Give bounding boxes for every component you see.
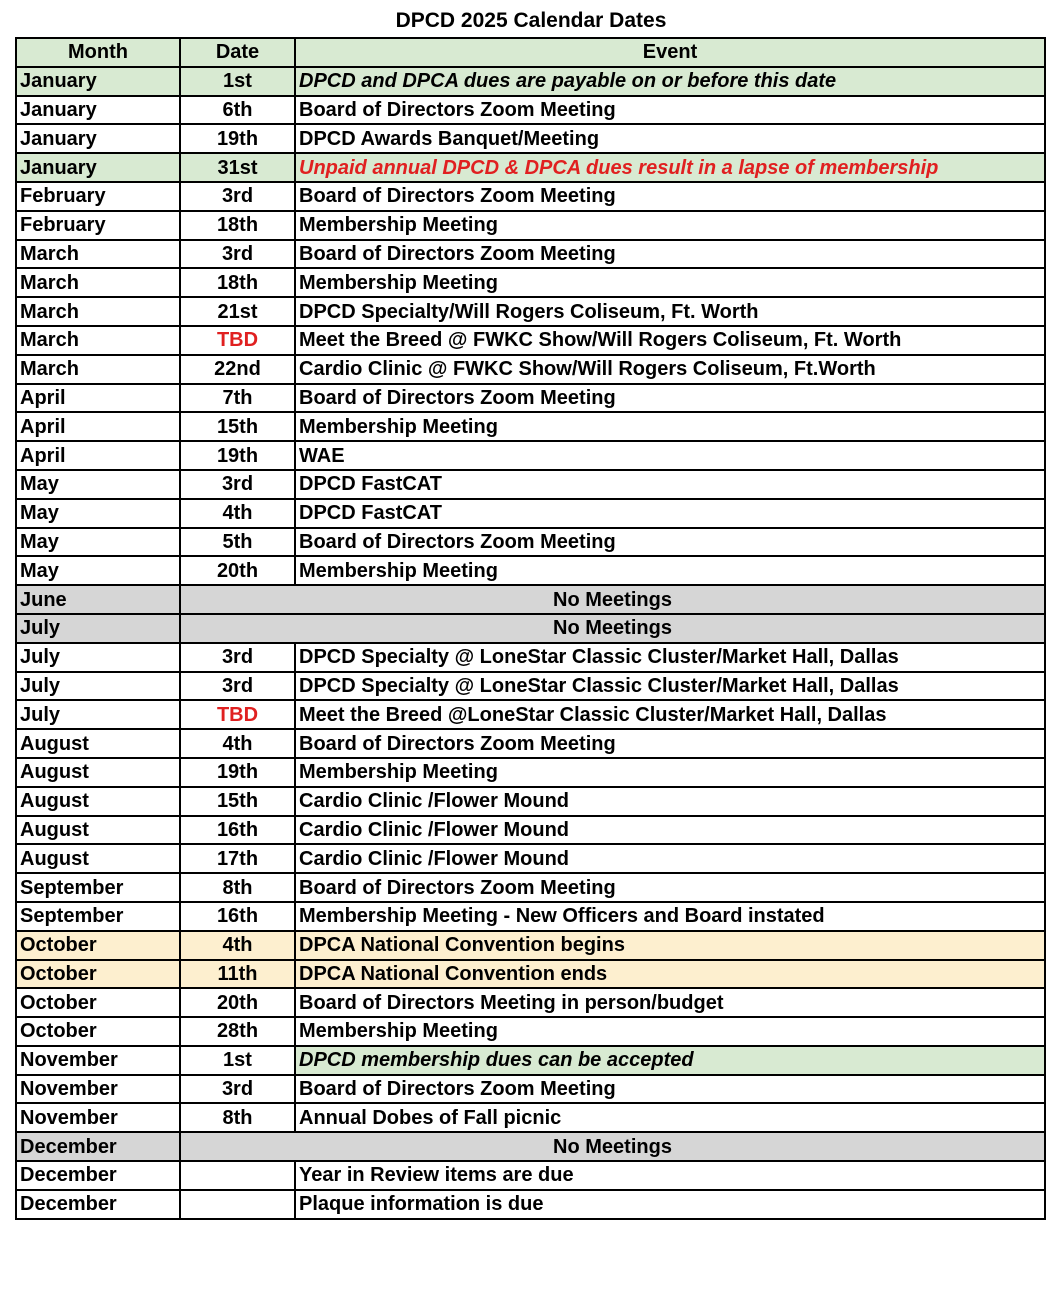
month-cell: August: [16, 758, 180, 787]
calendar-table: [15, 37, 1046, 1220]
table-row: [16, 499, 1045, 528]
date-cell: [180, 1190, 295, 1219]
month-cell: August: [16, 787, 180, 816]
table-row: [16, 1075, 1045, 1104]
event-cell: Membership Meeting: [295, 758, 1045, 787]
table-row: [16, 960, 1045, 989]
event-cell: Membership Meeting: [295, 1017, 1045, 1046]
event-cell: Meet the Breed @LoneStar Classic Cluster/Market Hall, Dallas: [295, 700, 1045, 729]
month-cell: August: [16, 844, 180, 873]
event-cell: DPCD FastCAT: [295, 499, 1045, 528]
table-row: [16, 1161, 1045, 1190]
table-row: [16, 816, 1045, 845]
table-row: [16, 1190, 1045, 1219]
table-row: [16, 787, 1045, 816]
event-cell: Membership Meeting - New Officers and Board instated: [295, 902, 1045, 931]
month-cell: June: [16, 585, 180, 614]
month-cell: April: [16, 384, 180, 413]
table-row: [16, 988, 1045, 1017]
event-cell: Membership Meeting: [295, 556, 1045, 585]
month-cell: March: [16, 240, 180, 269]
date-cell: 4th: [180, 499, 295, 528]
table-row: [16, 124, 1045, 153]
month-cell: January: [16, 96, 180, 125]
date-cell: 19th: [180, 758, 295, 787]
date-cell: 15th: [180, 787, 295, 816]
event-header: Event: [295, 38, 1045, 67]
event-cell: Board of Directors Meeting in person/budget: [295, 988, 1045, 1017]
date-cell: TBD: [180, 326, 295, 355]
date-cell: 16th: [180, 816, 295, 845]
date-cell: 4th: [180, 931, 295, 960]
date-cell: 3rd: [180, 643, 295, 672]
table-row: [16, 384, 1045, 413]
event-cell: Cardio Clinic @ FWKC Show/Will Rogers Coliseum, Ft.Worth: [295, 355, 1045, 384]
table-row: [16, 556, 1045, 585]
date-cell: 22nd: [180, 355, 295, 384]
table-row: [16, 470, 1045, 499]
event-cell: DPCA National Convention ends: [295, 960, 1045, 989]
month-cell: July: [16, 672, 180, 701]
date-cell: [180, 1161, 295, 1190]
event-cell: Board of Directors Zoom Meeting: [295, 729, 1045, 758]
event-cell: Board of Directors Zoom Meeting: [295, 240, 1045, 269]
table-row: [16, 1017, 1045, 1046]
table-row: [16, 240, 1045, 269]
event-cell: Unpaid annual DPCD & DPCA dues result in a lapse of membership: [295, 153, 1045, 182]
month-cell: March: [16, 355, 180, 384]
date-cell: 18th: [180, 211, 295, 240]
month-header: Month: [16, 38, 180, 67]
month-cell: October: [16, 960, 180, 989]
date-cell: 31st: [180, 153, 295, 182]
date-cell: 1st: [180, 1046, 295, 1075]
table-row: [16, 326, 1045, 355]
event-cell: Board of Directors Zoom Meeting: [295, 384, 1045, 413]
month-cell: September: [16, 902, 180, 931]
month-cell: November: [16, 1075, 180, 1104]
month-cell: September: [16, 873, 180, 902]
date-cell: 4th: [180, 729, 295, 758]
date-cell: 19th: [180, 124, 295, 153]
date-cell: 18th: [180, 268, 295, 297]
date-cell: 20th: [180, 988, 295, 1017]
table-row: [16, 873, 1045, 902]
event-cell: Board of Directors Zoom Meeting: [295, 873, 1045, 902]
event-cell: DPCA National Convention begins: [295, 931, 1045, 960]
table-row: [16, 729, 1045, 758]
month-cell: January: [16, 67, 180, 96]
table-row: [16, 844, 1045, 873]
month-cell: April: [16, 412, 180, 441]
month-cell: May: [16, 528, 180, 557]
event-cell: Board of Directors Zoom Meeting: [295, 182, 1045, 211]
date-cell: 8th: [180, 873, 295, 902]
event-cell: Cardio Clinic /Flower Mound: [295, 787, 1045, 816]
event-cell: Board of Directors Zoom Meeting: [295, 1075, 1045, 1104]
header-row: [16, 38, 1045, 67]
event-cell: DPCD and DPCA dues are payable on or before this date: [295, 67, 1045, 96]
event-cell: DPCD Specialty @ LoneStar Classic Cluster/Market Hall, Dallas: [295, 672, 1045, 701]
month-cell: July: [16, 614, 180, 643]
event-cell: DPCD FastCAT: [295, 470, 1045, 499]
date-cell: 19th: [180, 441, 295, 470]
date-cell: 7th: [180, 384, 295, 413]
month-cell: December: [16, 1190, 180, 1219]
month-cell: March: [16, 326, 180, 355]
event-cell: Membership Meeting: [295, 211, 1045, 240]
month-cell: January: [16, 124, 180, 153]
date-cell: 16th: [180, 902, 295, 931]
date-cell: TBD: [180, 700, 295, 729]
table-row: [16, 153, 1045, 182]
event-cell: Board of Directors Zoom Meeting: [295, 96, 1045, 125]
month-cell: October: [16, 1017, 180, 1046]
table-row: [16, 67, 1045, 96]
date-cell: 11th: [180, 960, 295, 989]
table-row: [16, 528, 1045, 557]
event-cell: DPCD membership dues can be accepted: [295, 1046, 1045, 1075]
date-header: Date: [180, 38, 295, 67]
month-cell: November: [16, 1046, 180, 1075]
table-row: [16, 643, 1045, 672]
date-cell: 20th: [180, 556, 295, 585]
table-row: [16, 614, 1045, 643]
month-cell: July: [16, 700, 180, 729]
month-cell: May: [16, 499, 180, 528]
table-row: [16, 182, 1045, 211]
event-cell: Annual Dobes of Fall picnic: [295, 1103, 1045, 1132]
table-row: [16, 902, 1045, 931]
month-cell: August: [16, 729, 180, 758]
date-cell: 6th: [180, 96, 295, 125]
calendar-rows: [16, 67, 1045, 1219]
month-cell: February: [16, 182, 180, 211]
no-meetings-cell: No Meetings: [180, 614, 1045, 643]
event-cell: Membership Meeting: [295, 412, 1045, 441]
table-row: [16, 268, 1045, 297]
event-cell: DPCD Awards Banquet/Meeting: [295, 124, 1045, 153]
table-row: [16, 441, 1045, 470]
month-cell: December: [16, 1161, 180, 1190]
month-cell: May: [16, 556, 180, 585]
event-cell: Cardio Clinic /Flower Mound: [295, 844, 1045, 873]
month-cell: January: [16, 153, 180, 182]
month-cell: November: [16, 1103, 180, 1132]
no-meetings-cell: No Meetings: [180, 1132, 1045, 1161]
month-cell: December: [16, 1132, 180, 1161]
table-row: [16, 672, 1045, 701]
date-cell: 5th: [180, 528, 295, 557]
table-row: [16, 297, 1045, 326]
event-cell: Meet the Breed @ FWKC Show/Will Rogers Coliseum, Ft. Worth: [295, 326, 1045, 355]
month-cell: February: [16, 211, 180, 240]
month-cell: August: [16, 816, 180, 845]
month-cell: October: [16, 988, 180, 1017]
date-cell: 3rd: [180, 672, 295, 701]
event-cell: Board of Directors Zoom Meeting: [295, 528, 1045, 557]
event-cell: Membership Meeting: [295, 268, 1045, 297]
event-cell: Plaque information is due: [295, 1190, 1045, 1219]
page-title: DPCD 2025 Calendar Dates: [395, 9, 667, 32]
date-cell: 3rd: [180, 1075, 295, 1104]
table-row: [16, 700, 1045, 729]
table-row: [16, 1132, 1045, 1161]
table-row: [16, 96, 1045, 125]
date-cell: 3rd: [180, 240, 295, 269]
month-cell: March: [16, 297, 180, 326]
table-row: [16, 931, 1045, 960]
date-cell: 21st: [180, 297, 295, 326]
month-cell: March: [16, 268, 180, 297]
table-row: [16, 1103, 1045, 1132]
month-cell: May: [16, 470, 180, 499]
date-cell: 28th: [180, 1017, 295, 1046]
month-cell: April: [16, 441, 180, 470]
date-cell: 8th: [180, 1103, 295, 1132]
date-cell: 15th: [180, 412, 295, 441]
event-cell: Year in Review items are due: [295, 1161, 1045, 1190]
table-row: [16, 355, 1045, 384]
month-cell: July: [16, 643, 180, 672]
event-cell: WAE: [295, 441, 1045, 470]
event-cell: Cardio Clinic /Flower Mound: [295, 816, 1045, 845]
event-cell: DPCD Specialty/Will Rogers Coliseum, Ft. Worth: [295, 297, 1045, 326]
no-meetings-cell: No Meetings: [180, 585, 1045, 614]
date-cell: 1st: [180, 67, 295, 96]
table-row: [16, 1046, 1045, 1075]
date-cell: 17th: [180, 844, 295, 873]
table-row: [16, 412, 1045, 441]
table-row: [16, 758, 1045, 787]
table-row: [16, 211, 1045, 240]
date-cell: 3rd: [180, 182, 295, 211]
date-cell: 3rd: [180, 470, 295, 499]
event-cell: DPCD Specialty @ LoneStar Classic Cluster/Market Hall, Dallas: [295, 643, 1045, 672]
table-row: [16, 585, 1045, 614]
month-cell: October: [16, 931, 180, 960]
